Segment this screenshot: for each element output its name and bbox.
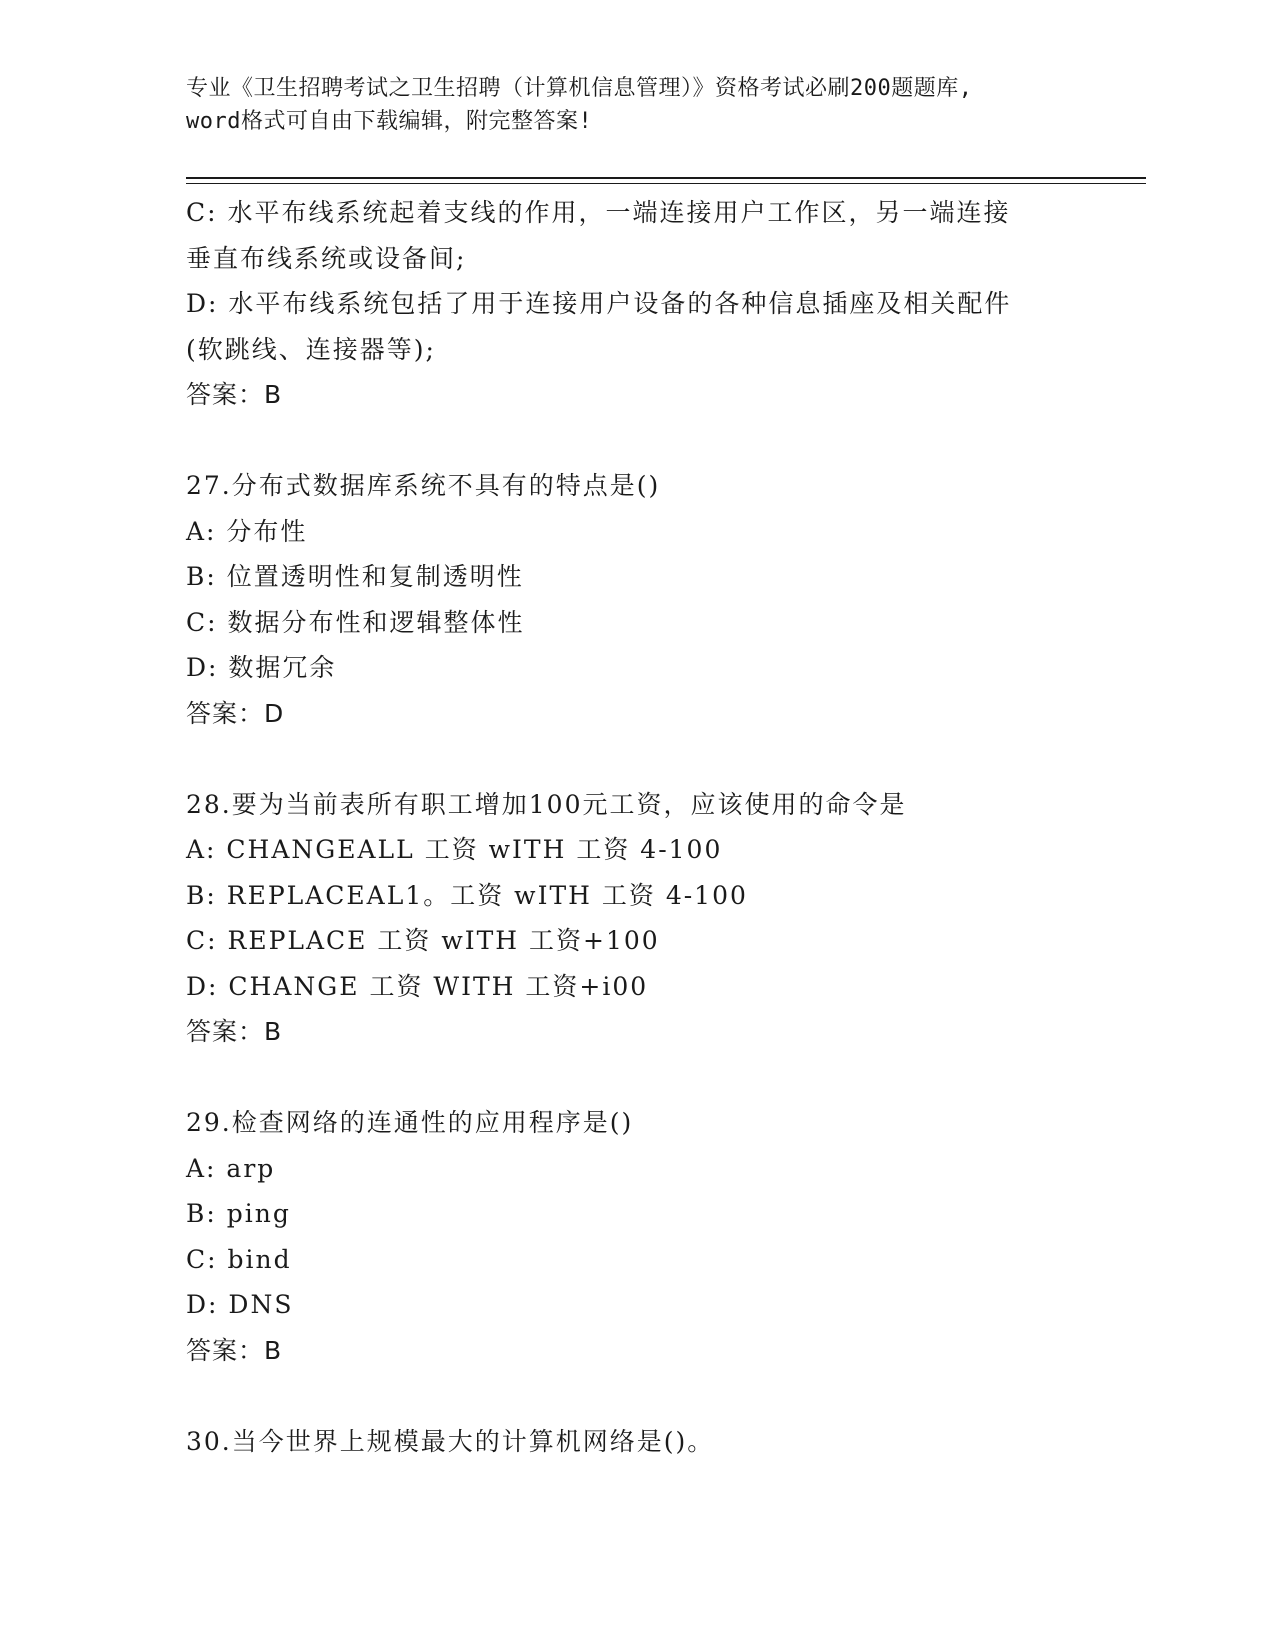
q27-option-c: C: 数据分布性和逻辑整体性 [186,607,525,637]
question-27: 27.分布式数据库系统不具有的特点是() [186,471,661,500]
option-d-line-1: D: 水平布线系统包括了用于连接用户设备的各种信息插座及相关配件 [186,289,1012,318]
q28-option-d: D: CHANGE 工资 WITH 工资+i00 [186,971,649,1001]
q29-option-a: A: arp [186,1153,276,1183]
option-c-line-1: C: 水平布线系统起着支线的作用，一端连接用户工作区，另一端连接 [186,198,1011,227]
q28-option-c: C: REPLACE 工资 wITH 工资+100 [186,926,660,955]
document-body [186,190,1086,1464]
question-29: 29.检查网络的连通性的应用程序是() [186,1108,634,1137]
header-line-2: word格式可自由下载编辑，附完整答案! [186,109,593,134]
answer-29: 答案：B [186,1335,283,1365]
answer-27: 答案：D [186,698,285,728]
header-divider-thin [186,183,1146,184]
option-c-line-2: 垂直布线系统或设备间; [186,243,467,273]
q29-option-b: B: ping [186,1199,291,1228]
answer-26: 答案：B [186,380,283,409]
q28-option-b: B: REPLACEAL1。工资 wITH 工资 4-100 [186,880,748,910]
question-28: 28.要为当前表所有职工增加100元工资，应该使用的命令是 [186,789,907,819]
q27-option-b: B: 位置透明性和复制透明性 [186,562,524,591]
option-d-line-2: (软跳线、连接器等); [186,334,436,364]
q27-option-a: A: 分布性 [186,516,308,546]
header-line-1: 专业《卫生招聘考试之卫生招聘（计算机信息管理）》资格考试必刷200题题库, [186,76,973,101]
question-30: 30.当今世界上规模最大的计算机网络是()。 [186,1426,715,1456]
q29-option-c: C: bind [186,1244,292,1274]
header-divider-thick [186,177,1146,179]
q27-option-d: D: 数据冗余 [186,653,337,682]
q28-option-a: A: CHANGEALL 工资 wITH 工资 4-100 [186,835,723,864]
document-header [186,72,1086,138]
q29-option-d: D: DNS [186,1290,294,1319]
answer-28: 答案：B [186,1017,283,1046]
